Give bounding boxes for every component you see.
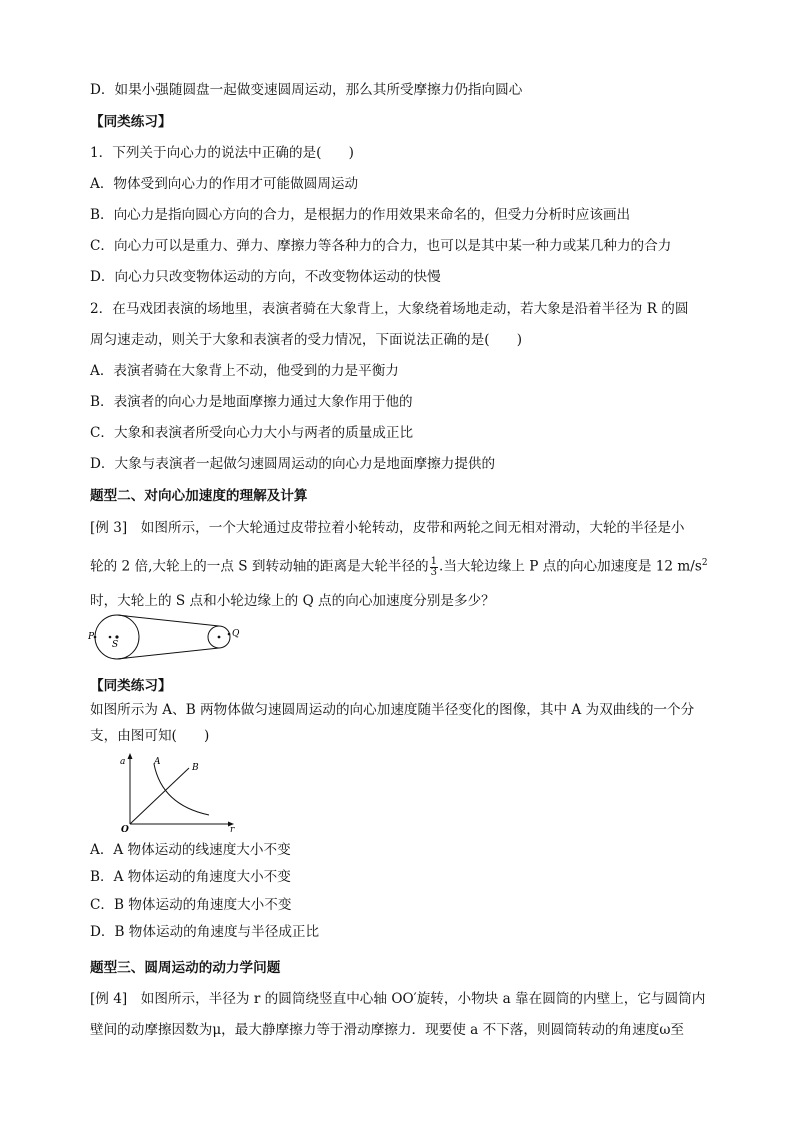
point-q-dot — [228, 633, 231, 636]
section-heading-practice: 【同类练习】 — [90, 114, 172, 130]
section-heading-practice-2: 【同类练习】 — [90, 678, 172, 694]
q2-option-a: A．表演者骑在大象背上不动，他受到的力是平衡力 — [90, 363, 399, 379]
fraction-numerator: 1 — [430, 555, 438, 567]
line-b — [130, 768, 189, 824]
belt-top — [117, 615, 219, 626]
section-heading-type3: 题型三、圆周运动的动力学问题 — [90, 960, 281, 976]
example-3-line1: [例 3] 如图所示，一个大轮通过皮带拉着小轮转动，皮带和两轮之间无相对滑动，大轮的半径是小 — [90, 520, 685, 536]
option-d-prev: D．如果小强随圆盘一起做变速圆周运动，那么其所受摩擦力仍指向圆心 — [90, 82, 523, 98]
label-r-axis: r — [230, 825, 235, 835]
point-s-dot — [109, 636, 112, 639]
large-wheel-axis — [115, 635, 118, 638]
pulley-belt-figure — [88, 614, 248, 664]
q1-option-c: C．向心力可以是重力、弹力、摩擦力等各种力的合力，也可以是其中某一种力或某几种力的合力 — [90, 238, 672, 254]
question-2-line1: 2．在马戏团表演的场地里，表演者骑在大象背上，大象绕着场地走动，若大象是沿着半径为 R 的圆 — [90, 301, 689, 317]
q2-option-c: C．大象和表演者所受向心力大小与两者的质量成正比 — [90, 425, 414, 441]
section-heading-type2: 题型二、对向心加速度的理解及计算 — [90, 488, 308, 504]
label-origin: O — [121, 825, 129, 835]
q1-option-b: B．向心力是指向圆心方向的合力，是根据力的作用效果来命名的，但受力分析时应该画出 — [90, 207, 631, 223]
q2-option-b: B．表演者的向心力是地面摩擦力通过大象作用于他的 — [90, 394, 413, 410]
label-p: P — [88, 632, 95, 642]
q1-option-a: A．物体受到向心力的作用才可能做圆周运动 — [90, 176, 359, 192]
practice-question-line1: 如图所示为 A、B 两物体做匀速圆周运动的向心加速度随半径变化的图像，其中 A 为双曲线的一个分 — [90, 702, 695, 718]
label-q: Q — [232, 629, 240, 639]
practice-option-b: B．A 物体运动的角速度大小不变 — [90, 869, 291, 885]
example-3-line3: 时，大轮上的 S 点和小轮边缘上的 Q 点的向心加速度分别是多少？ — [90, 593, 495, 609]
unit-superscript: 2 — [701, 558, 708, 568]
question-2-line2: 周匀速走动，则关于大象和表演者的受力情况，下面说法正确的是( ) — [90, 332, 523, 348]
practice-option-d: D．B 物体运动的角速度与半径成正比 — [90, 924, 320, 940]
small-wheel-axis — [218, 636, 221, 639]
practice-question-line2: 支，由图可知( ) — [90, 728, 210, 744]
question-1: 1．下列关于向心力的说法中正确的是( ) — [90, 145, 354, 161]
example-4-line1: [例 4] 如图所示，半径为 r 的圆筒绕竖直中心轴 OO′旋转，小物块 a 靠在圆筒的内壁上，它与圆筒内 — [90, 991, 706, 1007]
ex3-text-part2: .当大轮边缘上 P 点的向心加速度是 12 m/s — [439, 558, 702, 575]
label-curve-a: A — [154, 757, 161, 767]
point-p-dot — [94, 636, 97, 639]
fraction-denominator: 3 — [430, 566, 438, 578]
example-4-line2: 壁间的动摩擦因数为μ，最大静摩擦力等于滑动摩擦力．现要使 a 不下落，则圆筒转动的角速度ω至 — [90, 1022, 685, 1038]
belt-bottom — [117, 648, 219, 659]
label-a-axis: a — [120, 757, 126, 767]
ex3-text-part1: 轮的 2 倍,大轮上的一点 S 到转动轴的距离是大轮半径的 — [90, 558, 429, 575]
q1-option-d: D．向心力只改变物体运动的方向，不改变物体运动的快慢 — [90, 269, 441, 285]
label-curve-b: B — [192, 763, 199, 773]
acceleration-radius-graph — [115, 752, 245, 836]
curve-a-hyperbola — [154, 764, 209, 815]
fraction-one-third — [430, 557, 438, 578]
label-s: S — [112, 640, 119, 650]
q2-option-d: D．大象与表演者一起做匀速圆周运动的向心力是地面摩擦力提供的 — [90, 456, 496, 472]
practice-option-c: C．B 物体运动的角速度大小不变 — [90, 897, 292, 913]
y-axis-arrow — [128, 753, 133, 759]
example-3-line2 — [90, 553, 708, 578]
practice-option-a: A．A 物体运动的线速度大小不变 — [90, 842, 291, 858]
